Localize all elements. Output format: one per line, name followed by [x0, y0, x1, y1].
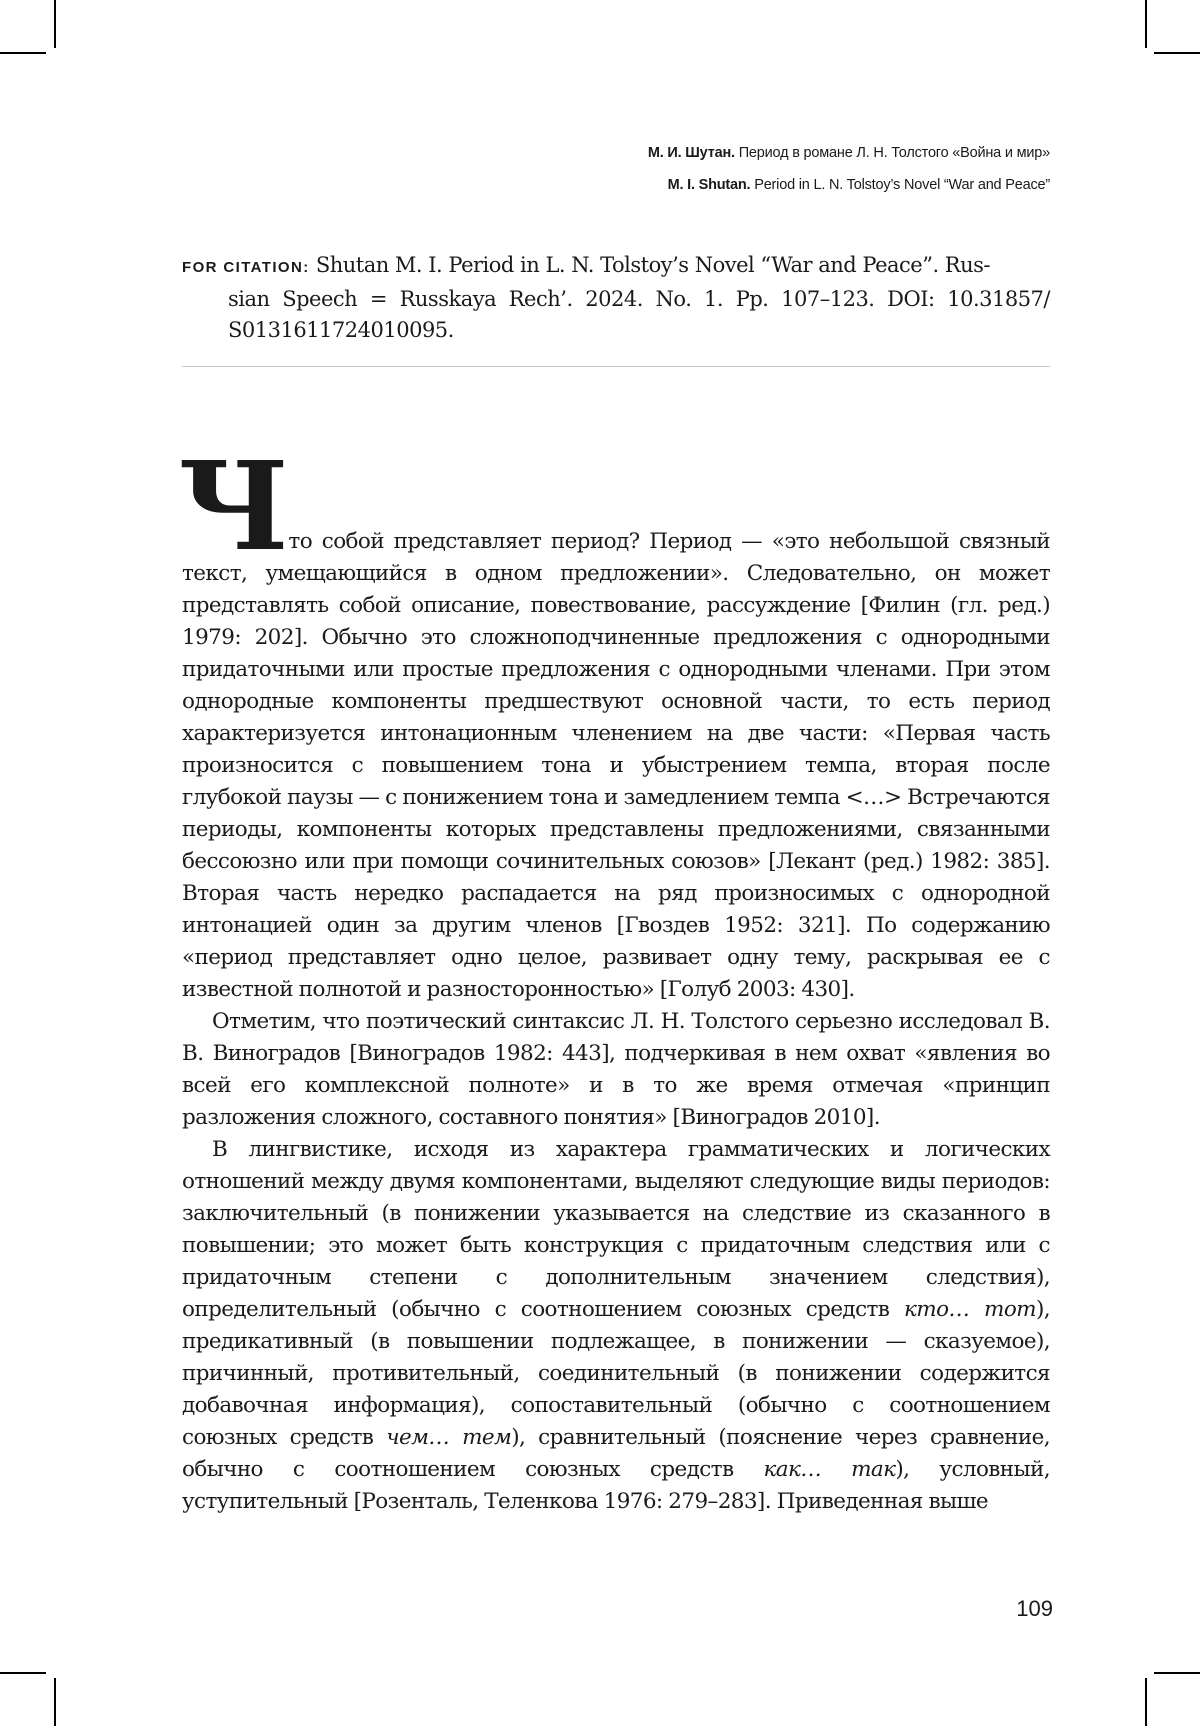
drop-cap: Ч — [178, 434, 287, 578]
citation-block — [182, 250, 1050, 347]
paragraph-3 — [182, 1134, 1050, 1518]
crop-mark-top-left-h — [0, 52, 46, 54]
citation-text-rest: sian Speech = Russkaya Rech’. 2024. No. 1. Pp. 107–123. DOI: 10.31857/ S0131611724010095. — [228, 286, 1050, 342]
running-head-ru — [648, 137, 1050, 169]
crop-mark-top-right-h — [1154, 52, 1200, 54]
paragraph-3-italic3: как… так — [763, 1457, 896, 1482]
paragraph-3-italic2: чем… тем — [386, 1425, 512, 1450]
divider — [182, 366, 1050, 367]
running-head-en — [648, 169, 1050, 201]
paragraph-3-italic1: кто… тот — [904, 1297, 1036, 1322]
citation-text-line1: Shutan M. I. Period in L. N. Tolstoy’s Novel “War and Peace”. Rus- — [315, 253, 991, 277]
running-head — [648, 137, 1050, 201]
crop-mark-bottom-left — [54, 1678, 56, 1726]
running-head-ru-title: Период в романе Л. Н. Толстого «Война и мир» — [738, 145, 1050, 161]
crop-mark-top-right — [1145, 0, 1147, 48]
paragraph-3-part3: ), сравнительный (пояснение через сравнение, обычно с соотношением союзных средств — [182, 1425, 1050, 1482]
citation-first-line — [182, 250, 1050, 284]
paragraph-3-part1: В лингвистике, исходя из характера грамматических и логических отношений между двумя компонентами, выделяют следующие виды периодов: заключительный (в понижении указывается на следствие из сказанного в повышении; это может быть конструкция с придаточным следствия или с придаточным степени с дополнительным значением следствия), определительный (обычно с соотношением союзных средств — [182, 1137, 1050, 1322]
paragraph-3-part4: ), условный, уступительный [Розенталь, Теленкова 1976: 279–283]. Приведенная выше — [182, 1457, 1050, 1514]
page-number: 109 — [1016, 1596, 1053, 1621]
running-head-en-title: Period in L. N. Tolstoy’s Novel “War and Peace” — [754, 177, 1050, 193]
citation-label: FOR CITATION: — [182, 259, 310, 276]
paragraph-1-text: то собой представляет период? Период — «это небольшой связный текст, умещающийся в одном предложении». Следовательно, он может представлять собой описание, повествование, рассуждение [Филин (гл. ред.) 1979: 202]. Обычно это сложноподчиненные предложения с однородными придаточными или простые предложения с однородными членами. При этом однородные компоненты предшествуют основной части, то есть период характеризуется интонационным членением на две части: «Первая часть произносится с повышением тона и убыстрением темпа, вторая после глубокой паузы — с понижением тона и замедлением темпа <…> Встречаются периоды, компоненты которых представлены предложениями, связанными бессоюзно или при помощи сочинительных союзов» [Лекант (ред.) 1982: 385]. Вторая часть нередко распадается на ряд произносимых с однородной интонацией один за другим членов [Гвоздев 1952: 321]. По содержанию «период представляет одно целое, развивает одну тему, раскрывая ее с известной полнотой и разносторонностью» [Голуб 2003: 430]. — [182, 529, 1050, 1002]
paragraph-2: Отметим, что поэтический синтаксис Л. Н. Толстого серьезно исследовал В. В. Виноградов [Виноградов 1982: 443], подчеркивая в нем охват «явления во всей его комплексной полноте» и в то же время отмечая «принцип разложения сложного, составного понятия» [Виноградов 2010]. — [182, 1009, 1050, 1130]
running-head-en-author: M. I. Shutan. — [667, 177, 751, 193]
crop-mark-top-left — [54, 0, 56, 48]
running-head-ru-author: М. И. Шутан. — [647, 145, 735, 161]
article-body — [178, 434, 1050, 1518]
crop-mark-bottom-left-h — [0, 1672, 46, 1674]
paragraph-3-part2: ), предикативный (в повышении подлежащее, в понижении — сказуемое), причинный, противительный, соединительный (в понижении содержится добавочная информация), сопоставительный (обычно с соотношением союзных средств — [182, 1297, 1050, 1450]
crop-mark-bottom-right — [1145, 1678, 1147, 1726]
crop-mark-bottom-right-h — [1154, 1672, 1200, 1674]
paragraph-1 — [178, 434, 1050, 1006]
